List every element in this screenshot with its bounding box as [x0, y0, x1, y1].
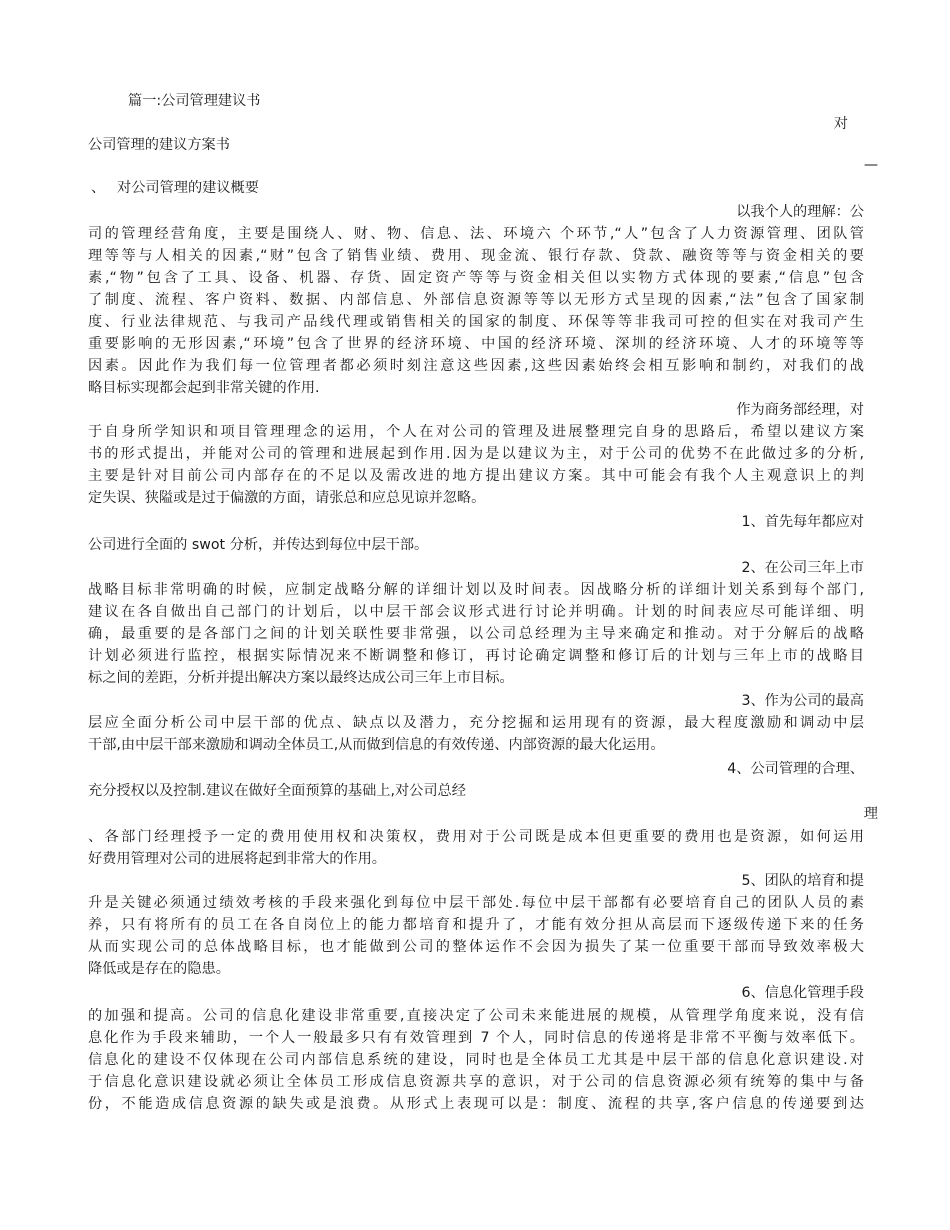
text-line: 标之间的差距，分析并提出解决方案以最终达成公司三年上市目标。: [88, 670, 514, 686]
text-line: 充分授权以及控制.建议在做好全面预算的基础上,对公司总经: [88, 783, 466, 799]
text-line: 3、作为公司的最高: [741, 693, 864, 709]
text-line: 确，最重要的是各部门之间的计划关联性要非常强，以公司总经理为主导来确定和推动。对于分解后的战略: [88, 626, 864, 642]
text-line: 养，只有将所有的员工在各自岗位上的能力都培育和提升了，才能有效分担从高层而下逐级传递下来的任务: [88, 917, 864, 933]
section-bullet: 、: [91, 180, 106, 196]
section-title: 对公司管理的建议概要: [117, 180, 259, 196]
text-line: 计划必须进行监控，根据实际情况来不断调整和修订，再讨论确定调整和修订后的计划与三年上市的战略目: [88, 648, 864, 664]
text-line: 战略目标非常明确的时候，应制定战略分解的详细计划以及时间表。因战略分析的详细计划关系到每个部门,: [88, 582, 864, 598]
text-line: 因素。因此作为我们每一位管理者都必须时刻注意这些因素,这些因素始终会相互影响和制约，对我们的战: [88, 358, 864, 374]
dash-mark: —: [863, 157, 878, 173]
text-line: 于信息化意识建设就必须让全体员工形成信息资源共享的意识，对于公司的信息资源必须有统筹的集中与备: [88, 1074, 864, 1090]
text-line: 6、信息化管理手段: [741, 985, 864, 1001]
text-line: 息化作为手段来辅助，一个人一般最多只有有效管理到 7 个人，同时信息的传递将是非常不平衡与效率低下。: [88, 1030, 864, 1046]
text-line: 了制度、流程、客户资料、数据、内部信息、外部信息资源等等以无形方式呈现的因素,“法”包含了国家制: [88, 292, 864, 308]
text-line: 4、公司管理的合理、: [727, 761, 864, 777]
text-line: 5、团队的培育和提: [741, 873, 864, 889]
document-heading: 篇一:公司管理建议书: [128, 93, 261, 109]
text-line: 的加强和提高。公司的信息化建设非常重要,直接决定了公司未来能进展的规模，从管理学角度来说，没有信: [88, 1008, 864, 1024]
text-line: 以我个人的理解：公: [736, 204, 864, 220]
text-line: 信息化的建设不仅体现在公司内部信息系统的建设，同时也是全体员工尤其是中层干部的信息化意识建设.对: [88, 1052, 864, 1068]
text-line: 素,“物”包含了工具、设备、机器、存货、固定资产等等与资金相关但以实物方式体现的要素,“信息”包含: [88, 270, 864, 286]
text-line: 、各部门经理授予一定的费用使用权和决策权，费用对于公司既是成本但更重要的费用也是资源，如何运用: [88, 829, 864, 845]
text-line: 司的管理经营角度，主要是围绕人、财、物、信息、法、环境六 个环节,“人”包含了人力资源管理、团队管: [88, 226, 864, 242]
document-subtitle: 公司管理的建议方案书: [88, 137, 230, 153]
text-line: 定失误、狭隘或是过于偏激的方面，请张总和应总见谅并忽略。: [88, 490, 486, 506]
text-line: 干部,由中层干部来激励和调动全体员工,从而做到信息的有效传递、内部资源的最大化运用。: [88, 737, 665, 753]
text-line: 好费用管理对公司的进展将起到非常大的作用。: [88, 851, 386, 867]
text-line: 层应全面分析公司中层干部的优点、缺点以及潜力，充分挖掘和运用现有的资源，最大程度激励和调动中层: [88, 715, 864, 731]
text-line: 作为商务部经理，对: [736, 402, 864, 418]
text-line: 建议在各自做出自己部门的计划后，以中层干部会议形式进行讨论并明确。计划的时间表应尽可能详细、明: [88, 604, 864, 620]
text-line: 书的形式提出，并能对公司的管理和进展起到作用.因为是以建议为主，对于公司的优势不在此做过多的分析,: [88, 446, 864, 462]
text-line: 于自身所学知识和项目管理理念的运用，个人在对公司的管理及进展整理完自身的思路后，希望以建议方案: [88, 424, 864, 440]
text-line: 略目标实现都会起到非常关键的作用.: [88, 380, 320, 396]
text-line: 理: [863, 806, 878, 822]
text-line: 份，不能造成信息资源的缺失或是浪费。从形式上表现可以是：制度、流程的共享,客户信息的传递要到达: [88, 1096, 864, 1112]
text-line: 2、在公司三年上市: [741, 560, 864, 576]
text-line: 理等等与人相关的因素,“财”包含了销售业绩、费用、现金流、银行存款、贷款、融资等等与资金相关的要: [88, 248, 864, 264]
text-line: 主要是针对目前公司内部存在的不足以及需改进的地方提出建议方案。其中可能会有我个人主观意识上的判: [88, 468, 864, 484]
text-line: 公司进行全面的 swot 分析，并传达到每位中层干部。: [88, 537, 429, 553]
text-line: 降低或是存在的隐患。: [88, 961, 230, 977]
text-line: 升是关键必须通过绩效考核的手段来强化到每位中层干部处.每位中层干部都有必要培育自己的团队人员的素: [88, 895, 864, 911]
text-line: 1、首先每年都应对: [741, 514, 864, 530]
text-line: 从而实现公司的总体战略目标，也才能做到公司的整体运作不会因为损失了某一位重要干部而导致效率极大: [88, 939, 864, 955]
dui-fragment: 对: [833, 116, 848, 132]
text-line: 重要影响的无形因素,“环境”包含了世界的经济环境、中国的经济环境、深圳的经济环境、人才的环境等等: [88, 336, 864, 352]
text-line: 度、行业法律规范、与我司产品线代理或销售相关的国家的制度、环保等等非我司可控的但实在对我司产生: [88, 314, 864, 330]
